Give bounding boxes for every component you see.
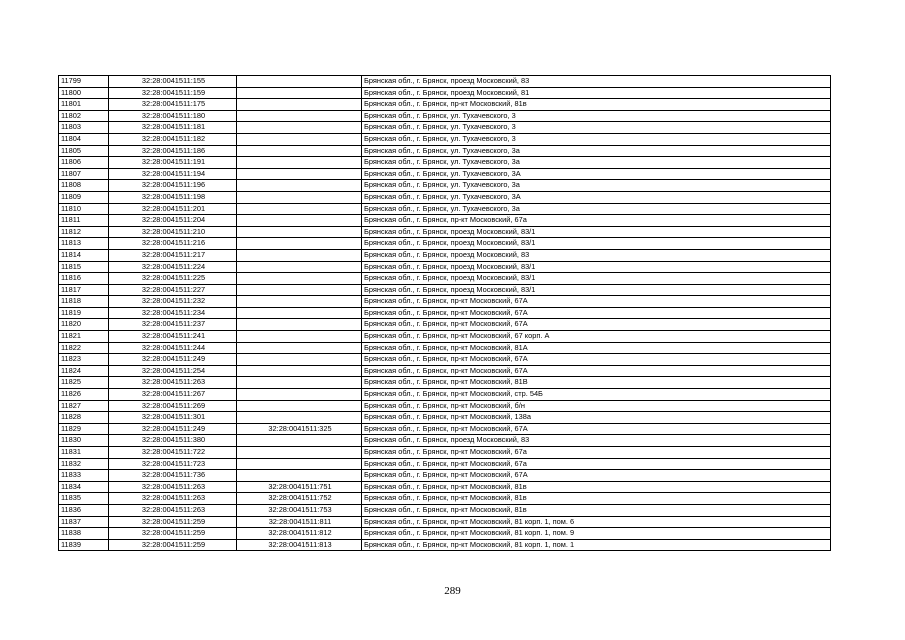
row-number-cell: 11818: [59, 296, 109, 308]
address-cell: Брянская обл., г. Брянск, пр-кт Московский, 81в: [362, 493, 831, 505]
table-row: [59, 168, 831, 180]
address-cell: Брянская обл., г. Брянск, пр-кт Московский, 81 корп. 1, пом. 9: [362, 528, 831, 540]
object-cadastral-number-cell: [237, 389, 362, 401]
address-cell: Брянская обл., г. Брянск, проезд Московский, 83/1: [362, 238, 831, 250]
address-cell: Брянская обл., г. Брянск, пр-кт Московский, стр. 54Б: [362, 389, 831, 401]
cadastral-number-cell: 32:28:0041511:181: [109, 122, 237, 134]
cadastral-number-cell: 32:28:0041511:259: [109, 516, 237, 528]
table-row: [59, 180, 831, 192]
address-cell: Брянская обл., г. Брянск, пр-кт Московский, 81в: [362, 481, 831, 493]
address-cell: Брянская обл., г. Брянск, ул. Тухачевского, 3а: [362, 157, 831, 169]
object-cadastral-number-cell: [237, 447, 362, 459]
address-cell: Брянская обл., г. Брянск, пр-кт Московский, 81В: [362, 377, 831, 389]
table-row: [59, 215, 831, 227]
cadastral-number-cell: 32:28:0041511:216: [109, 238, 237, 250]
cadastral-number-cell: 32:28:0041511:204: [109, 215, 237, 227]
cadastral-number-cell: 32:28:0041511:301: [109, 412, 237, 424]
object-cadastral-number-cell: [237, 412, 362, 424]
cadastral-number-cell: 32:28:0041511:159: [109, 87, 237, 99]
object-cadastral-number-cell: [237, 203, 362, 215]
object-cadastral-number-cell: 32:28:0041511:813: [237, 539, 362, 551]
address-cell: Брянская обл., г. Брянск, пр-кт Московский, 67А: [362, 319, 831, 331]
address-cell: Брянская обл., г. Брянск, ул. Тухачевского, 3: [362, 122, 831, 134]
row-number-cell: 11824: [59, 365, 109, 377]
address-cell: Брянская обл., г. Брянск, ул. Тухачевского, 3А: [362, 191, 831, 203]
object-cadastral-number-cell: [237, 168, 362, 180]
cadastral-number-cell: 32:28:0041511:191: [109, 157, 237, 169]
table-row: [59, 423, 831, 435]
table-row: [59, 319, 831, 331]
object-cadastral-number-cell: [237, 470, 362, 482]
row-number-cell: 11820: [59, 319, 109, 331]
cadastral-number-cell: 32:28:0041511:263: [109, 504, 237, 516]
cadastral-number-cell: 32:28:0041511:269: [109, 400, 237, 412]
table-row: [59, 539, 831, 551]
row-number-cell: 11832: [59, 458, 109, 470]
object-cadastral-number-cell: [237, 215, 362, 227]
table-row: [59, 157, 831, 169]
cadastral-number-cell: 32:28:0041511:201: [109, 203, 237, 215]
row-number-cell: 11828: [59, 412, 109, 424]
cadastral-number-cell: 32:28:0041511:267: [109, 389, 237, 401]
row-number-cell: 11825: [59, 377, 109, 389]
object-cadastral-number-cell: [237, 99, 362, 111]
row-number-cell: 11815: [59, 261, 109, 273]
address-cell: Брянская обл., г. Брянск, проезд Московский, 83: [362, 249, 831, 261]
table-row: [59, 226, 831, 238]
object-cadastral-number-cell: [237, 319, 362, 331]
table-row: [59, 273, 831, 285]
object-cadastral-number-cell: 32:28:0041511:751: [237, 481, 362, 493]
cadastral-number-cell: 32:28:0041511:249: [109, 423, 237, 435]
object-cadastral-number-cell: [237, 238, 362, 250]
row-number-cell: 11827: [59, 400, 109, 412]
table-row: [59, 377, 831, 389]
row-number-cell: 11821: [59, 331, 109, 343]
row-number-cell: 11802: [59, 110, 109, 122]
row-number-cell: 11823: [59, 354, 109, 366]
address-cell: Брянская обл., г. Брянск, пр-кт Московский, 81в: [362, 99, 831, 111]
object-cadastral-number-cell: [237, 365, 362, 377]
row-number-cell: 11830: [59, 435, 109, 447]
cadastral-number-cell: 32:28:0041511:175: [109, 99, 237, 111]
address-cell: Брянская обл., г. Брянск, ул. Тухачевского, 3: [362, 133, 831, 145]
object-cadastral-number-cell: [237, 342, 362, 354]
address-cell: Брянская обл., г. Брянск, пр-кт Московский, 67А: [362, 307, 831, 319]
table-row: [59, 133, 831, 145]
row-number-cell: 11814: [59, 249, 109, 261]
address-cell: Брянская обл., г. Брянск, ул. Тухачевского, 3а: [362, 203, 831, 215]
cadastral-number-cell: 32:28:0041511:196: [109, 180, 237, 192]
address-cell: Брянская обл., г. Брянск, проезд Московский, 83/1: [362, 226, 831, 238]
object-cadastral-number-cell: [237, 249, 362, 261]
address-cell: Брянская обл., г. Брянск, пр-кт Московский, 67А: [362, 423, 831, 435]
table-row: [59, 412, 831, 424]
object-cadastral-number-cell: [237, 435, 362, 447]
object-cadastral-number-cell: [237, 76, 362, 88]
row-number-cell: 11831: [59, 447, 109, 459]
cadastral-number-cell: 32:28:0041511:249: [109, 354, 237, 366]
address-cell: Брянская обл., г. Брянск, пр-кт Московский, 67а: [362, 215, 831, 227]
cadastral-number-cell: 32:28:0041511:237: [109, 319, 237, 331]
cadastral-number-cell: 32:28:0041511:722: [109, 447, 237, 459]
cadastral-number-cell: 32:28:0041511:263: [109, 493, 237, 505]
address-cell: Брянская обл., г. Брянск, пр-кт Московский, б/н: [362, 400, 831, 412]
table-row: [59, 365, 831, 377]
object-cadastral-number-cell: [237, 307, 362, 319]
cadastral-table: [58, 75, 831, 551]
object-cadastral-number-cell: 32:28:0041511:811: [237, 516, 362, 528]
address-cell: Брянская обл., г. Брянск, ул. Тухачевского, 3: [362, 110, 831, 122]
cadastral-number-cell: 32:28:0041511:182: [109, 133, 237, 145]
cadastral-number-cell: 32:28:0041511:736: [109, 470, 237, 482]
table-row: [59, 400, 831, 412]
object-cadastral-number-cell: [237, 377, 362, 389]
object-cadastral-number-cell: [237, 191, 362, 203]
row-number-cell: 11801: [59, 99, 109, 111]
cadastral-number-cell: 32:28:0041511:225: [109, 273, 237, 285]
table-row: [59, 481, 831, 493]
table-row: [59, 342, 831, 354]
row-number-cell: 11816: [59, 273, 109, 285]
object-cadastral-number-cell: 32:28:0041511:325: [237, 423, 362, 435]
table-row: [59, 389, 831, 401]
cadastral-number-cell: 32:28:0041511:198: [109, 191, 237, 203]
address-cell: Брянская обл., г. Брянск, пр-кт Московский, 81А: [362, 342, 831, 354]
cadastral-number-cell: 32:28:0041511:244: [109, 342, 237, 354]
cadastral-number-cell: 32:28:0041511:186: [109, 145, 237, 157]
row-number-cell: 11811: [59, 215, 109, 227]
cadastral-number-cell: 32:28:0041511:254: [109, 365, 237, 377]
table-row: [59, 470, 831, 482]
address-cell: Брянская обл., г. Брянск, пр-кт Московский, 67 корп. А: [362, 331, 831, 343]
cadastral-number-cell: 32:28:0041511:217: [109, 249, 237, 261]
object-cadastral-number-cell: [237, 110, 362, 122]
table-row: [59, 435, 831, 447]
table-row: [59, 122, 831, 134]
table-row: [59, 249, 831, 261]
address-cell: Брянская обл., г. Брянск, ул. Тухачевского, 3А: [362, 168, 831, 180]
object-cadastral-number-cell: [237, 145, 362, 157]
address-cell: Брянская обл., г. Брянск, проезд Московский, 83/1: [362, 273, 831, 285]
row-number-cell: 11826: [59, 389, 109, 401]
row-number-cell: 11810: [59, 203, 109, 215]
row-number-cell: 11839: [59, 539, 109, 551]
cadastral-number-cell: 32:28:0041511:227: [109, 284, 237, 296]
table-row: [59, 145, 831, 157]
address-cell: Брянская обл., г. Брянск, проезд Московский, 83: [362, 435, 831, 447]
cadastral-number-cell: 32:28:0041511:234: [109, 307, 237, 319]
row-number-cell: 11806: [59, 157, 109, 169]
cadastral-number-cell: 32:28:0041511:259: [109, 539, 237, 551]
table-row: [59, 516, 831, 528]
address-cell: Брянская обл., г. Брянск, проезд Московский, 83: [362, 76, 831, 88]
table-row: [59, 307, 831, 319]
table-row: [59, 87, 831, 99]
cadastral-number-cell: 32:28:0041511:241: [109, 331, 237, 343]
table-row: [59, 99, 831, 111]
cadastral-number-cell: 32:28:0041511:723: [109, 458, 237, 470]
table-row: [59, 447, 831, 459]
object-cadastral-number-cell: [237, 133, 362, 145]
object-cadastral-number-cell: [237, 296, 362, 308]
page-number: 289: [444, 585, 461, 597]
object-cadastral-number-cell: [237, 354, 362, 366]
address-cell: Брянская обл., г. Брянск, проезд Московский, 81: [362, 87, 831, 99]
row-number-cell: 11822: [59, 342, 109, 354]
table-row: [59, 76, 831, 88]
cadastral-number-cell: 32:28:0041511:380: [109, 435, 237, 447]
table-row: [59, 354, 831, 366]
row-number-cell: 11836: [59, 504, 109, 516]
address-cell: Брянская обл., г. Брянск, пр-кт Московский, 67А: [362, 470, 831, 482]
row-number-cell: 11833: [59, 470, 109, 482]
table-row: [59, 284, 831, 296]
row-number-cell: 11807: [59, 168, 109, 180]
cadastral-number-cell: 32:28:0041511:224: [109, 261, 237, 273]
row-number-cell: 11803: [59, 122, 109, 134]
address-cell: Брянская обл., г. Брянск, ул. Тухачевского, 3а: [362, 180, 831, 192]
cadastral-number-cell: 32:28:0041511:155: [109, 76, 237, 88]
cadastral-number-cell: 32:28:0041511:259: [109, 528, 237, 540]
row-number-cell: 11817: [59, 284, 109, 296]
table-row: [59, 203, 831, 215]
address-cell: Брянская обл., г. Брянск, пр-кт Московский, 67А: [362, 354, 831, 366]
cadastral-number-cell: 32:28:0041511:263: [109, 481, 237, 493]
row-number-cell: 11837: [59, 516, 109, 528]
row-number-cell: 11819: [59, 307, 109, 319]
address-cell: Брянская обл., г. Брянск, пр-кт Московский, 67а: [362, 458, 831, 470]
object-cadastral-number-cell: [237, 273, 362, 285]
address-cell: Брянская обл., г. Брянск, проезд Московский, 83/1: [362, 284, 831, 296]
row-number-cell: 11805: [59, 145, 109, 157]
object-cadastral-number-cell: 32:28:0041511:752: [237, 493, 362, 505]
address-cell: Брянская обл., г. Брянск, пр-кт Московский, 81 корп. 1, пом. 1: [362, 539, 831, 551]
row-number-cell: 11799: [59, 76, 109, 88]
cadastral-number-cell: 32:28:0041511:180: [109, 110, 237, 122]
object-cadastral-number-cell: [237, 400, 362, 412]
object-cadastral-number-cell: [237, 261, 362, 273]
object-cadastral-number-cell: [237, 458, 362, 470]
table-row: [59, 191, 831, 203]
address-cell: Брянская обл., г. Брянск, пр-кт Московский, 81 корп. 1, пом. 6: [362, 516, 831, 528]
row-number-cell: 11804: [59, 133, 109, 145]
object-cadastral-number-cell: [237, 331, 362, 343]
row-number-cell: 11838: [59, 528, 109, 540]
object-cadastral-number-cell: 32:28:0041511:812: [237, 528, 362, 540]
table-row: [59, 110, 831, 122]
row-number-cell: 11812: [59, 226, 109, 238]
cadastral-number-cell: 32:28:0041511:232: [109, 296, 237, 308]
table-row: [59, 296, 831, 308]
row-number-cell: 11829: [59, 423, 109, 435]
row-number-cell: 11809: [59, 191, 109, 203]
object-cadastral-number-cell: [237, 284, 362, 296]
row-number-cell: 11834: [59, 481, 109, 493]
row-number-cell: 11800: [59, 87, 109, 99]
table-row: [59, 238, 831, 250]
table-row: [59, 458, 831, 470]
table-row: [59, 261, 831, 273]
address-cell: Брянская обл., г. Брянск, пр-кт Московский, 138а: [362, 412, 831, 424]
row-number-cell: 11808: [59, 180, 109, 192]
address-cell: Брянская обл., г. Брянск, пр-кт Московский, 67А: [362, 296, 831, 308]
cadastral-number-cell: 32:28:0041511:210: [109, 226, 237, 238]
address-cell: Брянская обл., г. Брянск, пр-кт Московский, 67А: [362, 365, 831, 377]
table-row: [59, 504, 831, 516]
table-row: [59, 493, 831, 505]
table-row: [59, 331, 831, 343]
object-cadastral-number-cell: [237, 226, 362, 238]
cadastral-number-cell: 32:28:0041511:263: [109, 377, 237, 389]
object-cadastral-number-cell: 32:28:0041511:753: [237, 504, 362, 516]
object-cadastral-number-cell: [237, 87, 362, 99]
object-cadastral-number-cell: [237, 122, 362, 134]
object-cadastral-number-cell: [237, 157, 362, 169]
address-cell: Брянская обл., г. Брянск, ул. Тухачевского, 3а: [362, 145, 831, 157]
row-number-cell: 11835: [59, 493, 109, 505]
cadastral-table-body: [59, 76, 831, 551]
cadastral-number-cell: 32:28:0041511:194: [109, 168, 237, 180]
row-number-cell: 11813: [59, 238, 109, 250]
address-cell: Брянская обл., г. Брянск, проезд Московский, 83/1: [362, 261, 831, 273]
table-row: [59, 528, 831, 540]
address-cell: Брянская обл., г. Брянск, пр-кт Московский, 81в: [362, 504, 831, 516]
address-cell: Брянская обл., г. Брянск, пр-кт Московский, 67а: [362, 447, 831, 459]
object-cadastral-number-cell: [237, 180, 362, 192]
